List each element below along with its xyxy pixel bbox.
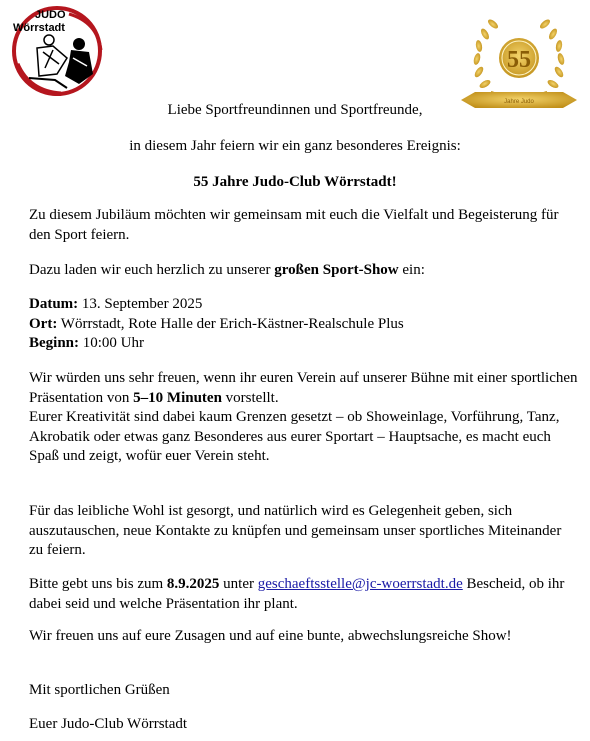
paragraph-jubilee: Zu diesem Jubiläum möchten wir gemeinsam mit euch die Vielfalt und Begeisterung für den Sport feiern. [29,207,559,243]
greeting: Liebe Sportfreundinnen und Sportfreunde, [167,102,423,118]
logo-bottom-text: Wörrstadt [13,22,65,34]
show-name: großen Sport-Show [274,262,399,278]
intro-line: in diesem Jahr feiern wir ein ganz besonderes Ereignis: [129,138,461,154]
signature: Euer Judo-Club Wörrstadt [29,716,188,732]
ribbon-text: Jahre Judo [504,99,534,105]
judo-club-logo [9,4,105,96]
paragraph-presentation: Wir würden uns sehr freuen, wenn ihr euren Verein auf unserer Bühne mit einer sportlichen Präsentation von 5–10 Minuten vorstellt. Eurer Kreativität sind dabei kaum Grenzen gesetzt – ob Showeinlage, Vorführung, Tanz, Akrobatik oder etwas ganz Besonderes aus eurer Sportart – Hauptsache, es macht euch Spaß und zeigt, wofür euer Verein steht. [29,370,578,464]
event-place: Ort: Wörrstadt, Rote Halle der Erich-Kästner-Realschule Plus [29,315,404,332]
duration: 5–10 Minuten [133,389,222,406]
contact-email-link[interactable]: geschaeftsstelle@jc-woerrstadt.de [257,576,463,592]
logo-top-text: JUDO [35,9,66,21]
paragraph-catering: Für das leibliche Wohl ist gesorgt, und natürlich wird es Gelegenheit geben, sich auszutauschen, neue Kontakte zu knüpfen und gemeinsam unser sportliches Miteinander zu feiern. [29,503,562,558]
anniversary-laurel-emblem [455,6,583,114]
closing-salutation: Mit sportlichen Grüßen [29,682,170,698]
event-date: Datum: 13. September 2025 [29,296,203,312]
judoka-figures-icon [29,35,93,88]
headline: 55 Jahre Judo-Club Wörrstadt! [193,174,397,190]
paragraph-rsvp: Bitte gebt uns bis zum 8.9.2025 unter geschaeftsstelle@jc-woerrstadt.de Bescheid, ob ihr dabei seid und welche Präsentation ihr plant. [29,576,565,612]
paragraph-closing-wish: Wir freuen uns auf eure Zusagen und auf eine bunte, abwechslungsreiche Show! [29,628,512,644]
rsvp-deadline: 8.9.2025 [166,576,220,592]
paragraph-invitation: Dazu laden wir euch herzlich zu unserer großen Sport-Show ein: [29,262,425,278]
anniversary-number: 55 [507,47,531,73]
event-start: Beginn: 10:00 Uhr [29,335,145,351]
event-details [29,295,579,354]
